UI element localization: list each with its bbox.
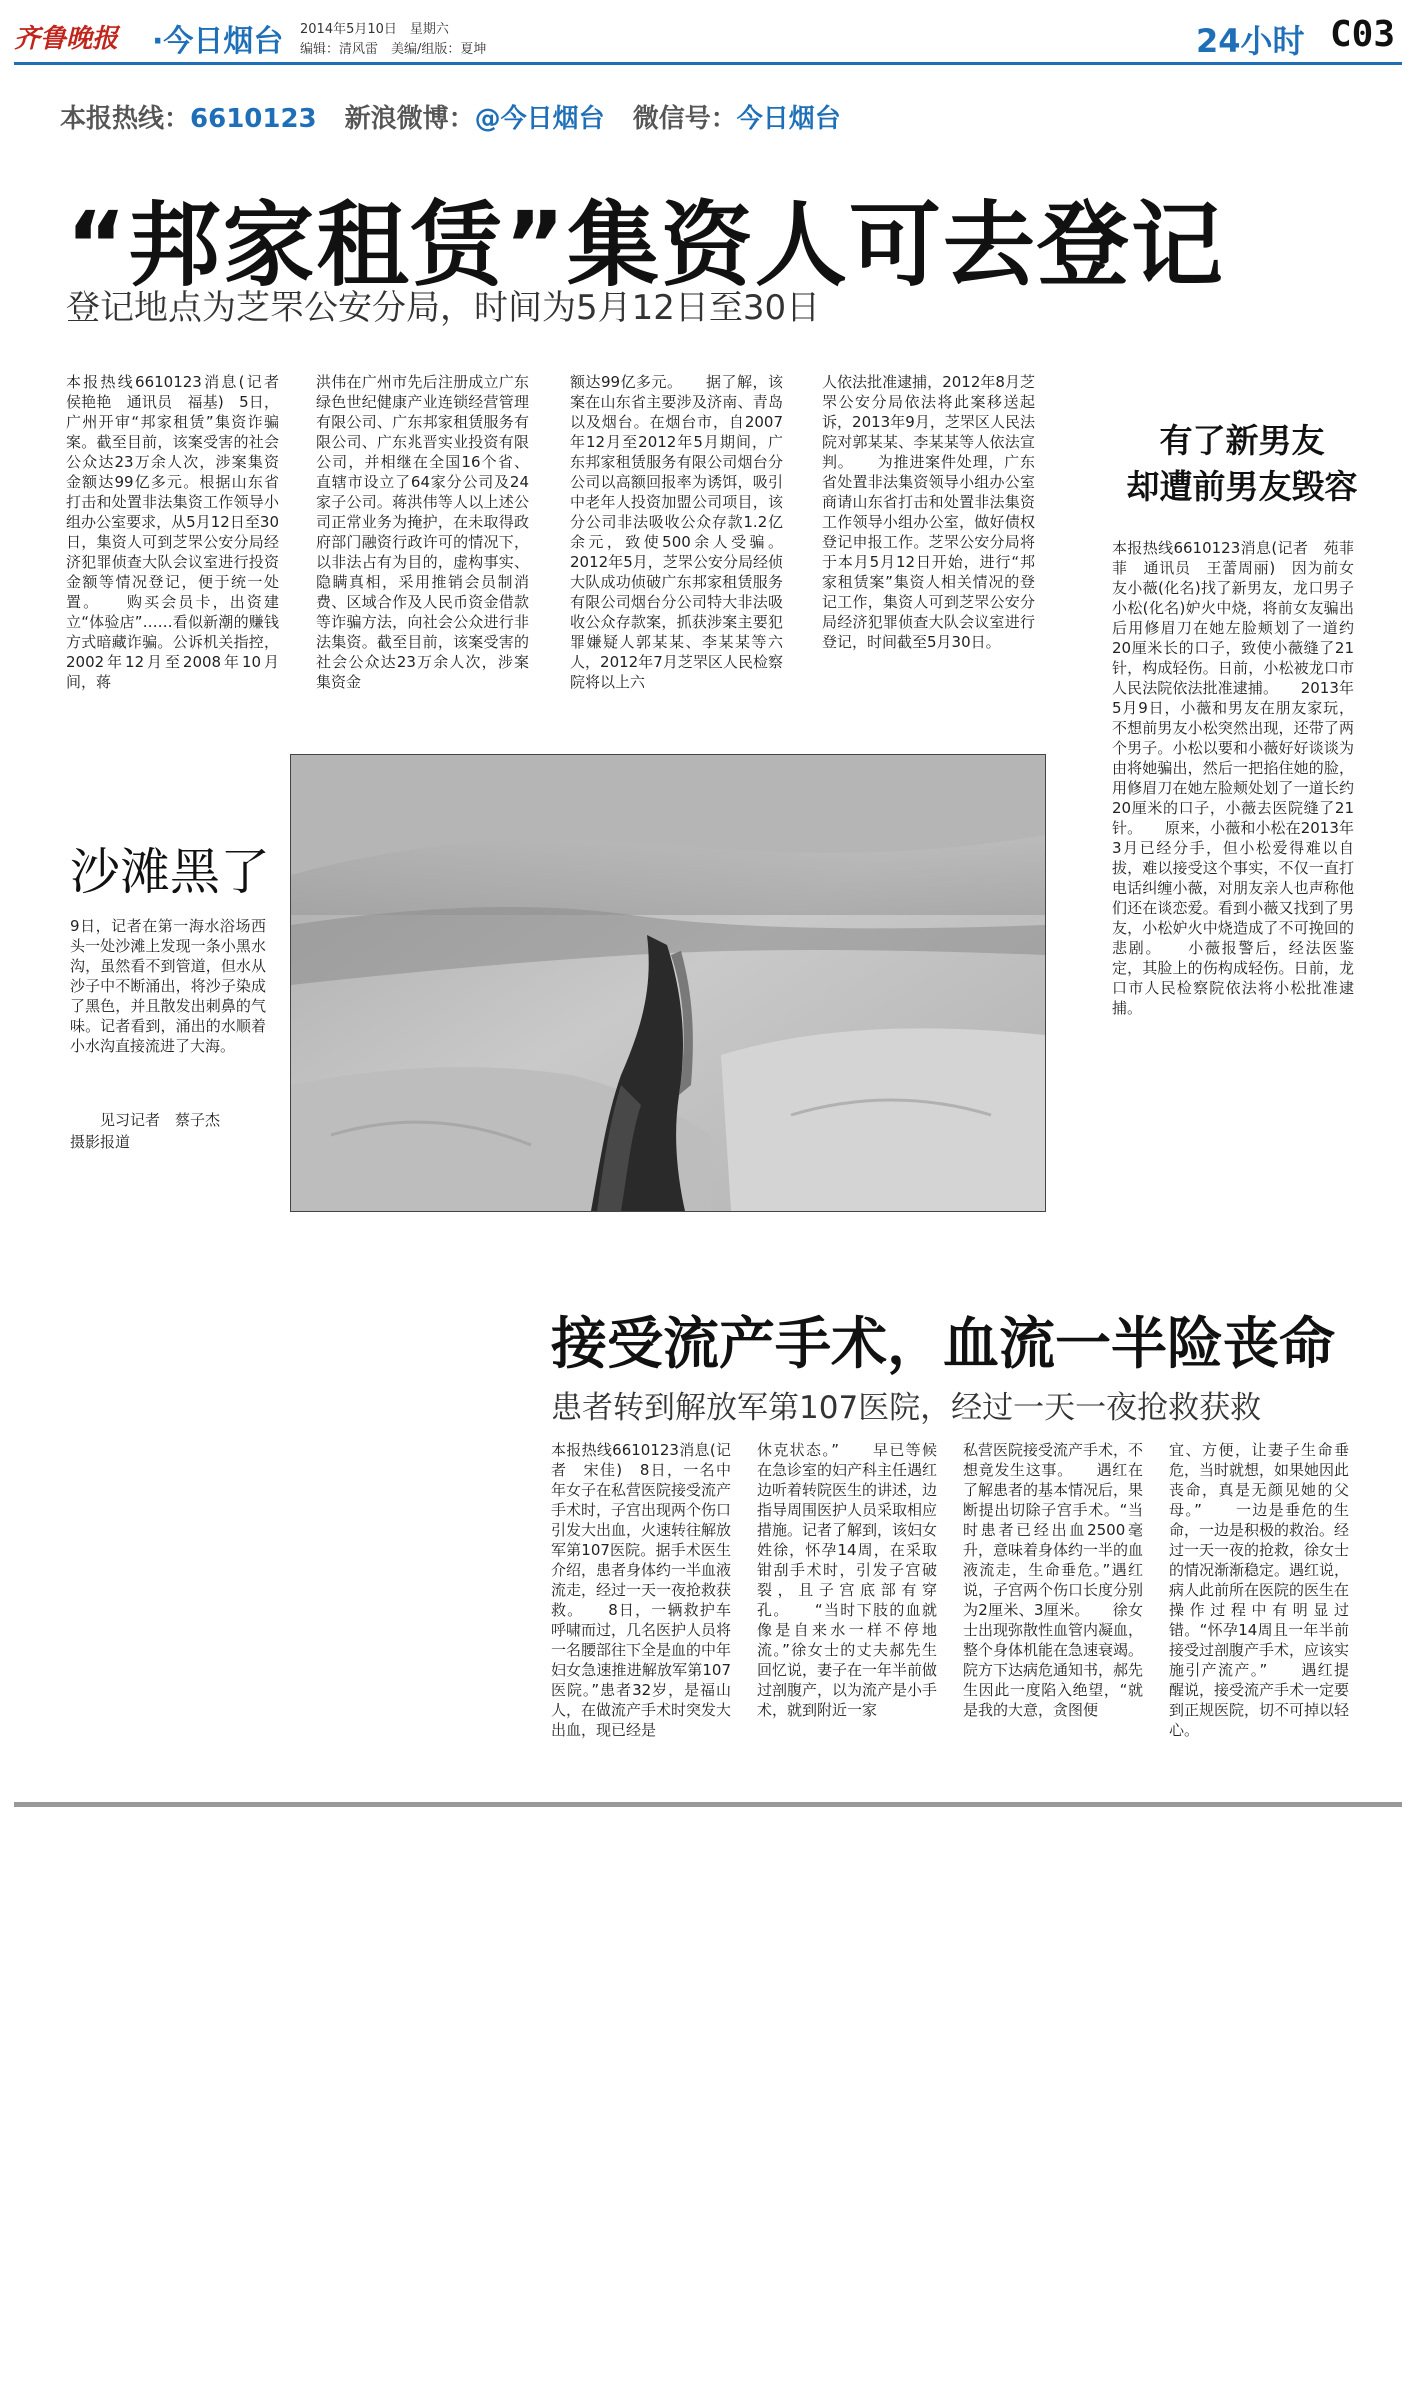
section-24h: 24小时: [1196, 22, 1305, 60]
story2-column-2: 休克状态。” 早已等候在急诊室的妇产科主任遇红边听着转院医生的讲述，边指导周围医护人员采取相应措施。记者了解到，该妇女姓徐，怀孕14周，在采取钳刮手术时，引发子宫破裂，且子宫底部有穿孔。 “当时下肢的血就像是自来水一样不停地流。”徐女士的丈夫郝先生回忆说，妻子在一年半前做过剖腹产，以为流产是小手术，就到附近一家: [757, 1441, 938, 1719]
editor-credits: 编辑：清风雷 美编/组版：夏坤: [300, 42, 487, 57]
story1-column-3: 额达99亿多元。 据了解，该案在山东省主要涉及济南、青岛以及烟台。在烟台市，自2007年12月至2012年5月期间，广东邦家租赁服务有限公司烟台分公司以高额回报率为诱饵，吸引中老年人投资加盟公司项目，该分公司非法吸收公众存款1.2亿余元，致使500余人受骗。2012年5月，芝罘公安分局经侦大队成功侦破广东邦家租赁服务有限公司烟台分公司特大非法吸收公众存款案，抓获涉案主要犯罪嫌疑人郭某某、李某某等六人，2012年7月芝罘区人民检察院将以上六: [570, 373, 783, 691]
story1-column-1: 本报热线6610123消息(记者 侯艳艳 通讯员 福基) 5日，广州开审“邦家租赁”集资诈骗案。截至目前，该案受害的社会公众达23万余人次，涉案集资金额达99亿多元。根据山东省打击和处置非法集资工作领导小组办公室要求，从5月12日至30日，集资人可到芝罘公安分局经济犯罪侦查大队会议室进行投资金额等情况登记，便于统一处置。 购买会员卡，出资建立“体验店”……看似新潮的赚钱方式暗藏诈骗。公诉机关指控，2002年12月至2008年10月间，蒋: [66, 373, 295, 691]
wechat-value: 今日烟台: [736, 104, 841, 134]
page-number: C03: [1330, 14, 1396, 55]
beach-photo: [290, 754, 1046, 1212]
story2-headline: 接受流产手术，血流一半险丧命: [551, 1312, 1335, 1377]
story1-headline: “邦家租赁”集资人可去登记: [66, 192, 1225, 299]
story2-column-4: 宜、方便，让妻子生命垂危，当时就想，如果她因此丧命，真是无颜见她的父母。” 一边是垂危的生命，一边是积极的救治。经过一天一夜的抢救，徐女士的情况渐渐稳定。遇红说，病人此前所在医院的医生在操作过程中有明显过错。“怀孕14周且一年半前接受过剖腹产手术，应该实施引产流产。” 遇红提醒说，接受流产手术一定要到正规医院，切不可掉以轻心。: [1169, 1441, 1350, 1739]
hotline-value: 6610123: [190, 104, 317, 134]
side-story-text: 本报热线6610123消息(记者 苑菲菲 通讯员 王蕾周丽) 因为前女友小薇(化名)找了新男友，龙口男子小松(化名)妒火中烧，将前女友骗出后用修眉刀在她左脸颊划了一道约20厘米长的口子，致使小薇缝了21针，构成轻伤。日前，小松被龙口市人民法院依法批准逮捕。 2013年5月9日，小薇和男友在朋友家玩，不想前男友小松突然出现，还带了两个男子。小松以要和小薇好好谈谈为由将她骗出，然后一把掐住她的脸，用修眉刀在她左脸颊处划了一道长约20厘米的口子，小薇去医院缝了21针。 原来，小薇和小松在2013年3月已经分手，但小松爱得难以自拔，难以接受这个事实，不仅一直打电话纠缠小薇，对朋友亲人也声称他们还在谈恋爱。看到小薇又找到了男友，小松妒火中烧造成了不可挽回的悲剧。 小薇报警后，经法医鉴定，其脸上的伤构成轻伤。日前，龙口市人民检察院依法将小松批准逮捕。: [1112, 539, 1354, 1017]
issue-date: 2014年5月10日 星期六: [300, 22, 449, 37]
side-headline-line2: 却遭前男友毁容: [1126, 467, 1358, 506]
side-headline: [1112, 418, 1372, 510]
story1-subhead: 登记地点为芝罘公安分局，时间为5月12日至30日: [66, 288, 821, 328]
story2-column-3: 私营医院接受流产手术，不想竟发生这事。 遇红在了解患者的基本情况后，果断提出切除子宫手术。“当时患者已经出血2500毫升，意味着身体约一半的血液流走，生命垂危。”遇红说，子宫两个伤口长度分别为2厘米、3厘米。 徐女士出现弥散性血管内凝血，整个身体机能在急速衰竭。院方下达病危通知书，郝先生因此一度陷入绝望，“就是我的大意，贪图便: [963, 1441, 1144, 1719]
wechat-label: 微信号：: [632, 104, 737, 134]
hotline-label: 本报热线：: [60, 104, 191, 134]
section-name: ·今日烟台: [152, 24, 284, 59]
story2-column-1: 本报热线6610123消息(记者 宋佳) 8日，一名中年女子在私营医院接受流产手术时，子宫出现两个伤口引发大出血，火速转往解放军第107医院。据手术医生介绍，患者身体约一半血液流走，经过一天一夜抢救获救。 8日，一辆救护车呼啸而过，几名医护人员将一名腰部往下全是血的中年妇女急速推进解放军第107医院。”患者32岁，是福山人，在做流产手术时突发大出血，现已经是: [551, 1441, 732, 1739]
photo-caption-text: 9日，记者在第一海水浴场西头一处沙滩上发现一条小黑水沟，虽然看不到管道，但水从沙子中不断涌出，将沙子染成了黑色，并且散发出刺鼻的气味。记者看到，涌出的水顺着小水沟直接流进了大海。: [70, 917, 266, 1055]
side-headline-line1: 有了新男友: [1159, 421, 1325, 460]
weibo-label: 新浪微博：: [344, 104, 475, 134]
photo-credit-label: 摄影报道: [70, 1133, 131, 1151]
story1-column-4: 人依法批准逮捕，2012年8月芝罘公安分局依法将此案移送起诉，2013年9月，芝罘区人民法院对郭某某、李某某等人依法宣判。 为推进案件处理，广东省处置非法集资领导小组办公室商请山东省打击和处置非法集资工作领导小组办公室，做好债权登记申报工作。芝罘公安分局将于本月5月12日开始，进行“邦家租赁案”集资人相关情况的登记工作，集资人可到芝罘公安分局经济犯罪侦查大队会议室进行登记，时间截至5月30日。: [822, 373, 1035, 651]
story2-subhead: 患者转到解放军第107医院，经过一天一夜抢救获救: [551, 1390, 1262, 1426]
hotline-bar: [60, 98, 841, 135]
newspaper-brand: 齐鲁晚报: [14, 24, 119, 54]
story1-column-2: 洪伟在广州市先后注册成立广东绿色世纪健康产业连锁经营管理有限公司、广东邦家租赁服务有限公司、广东兆晋实业投资有限公司，并相继在全国16个省、直辖市设立了64家分公司及24家子公司。蒋洪伟等人以上述公司正常业务为掩护，在未取得政府部门融资行政许可的情况下，以非法占有为目的，虚构事实、隐瞒真相，采用推销会员制消费、区域合作及人民币资金借款等诈骗方法，向社会公众进行非法集资。截至目前，该案受害的社会公众达23万余人次，涉案集资金: [316, 373, 529, 691]
photo-credit-reporter: 见习记者 蔡子杰: [100, 1111, 221, 1129]
photo-caption-title: 沙滩黑了: [70, 843, 270, 901]
page-bottom-rule: [14, 1802, 1402, 1807]
weibo-value: @今日烟台: [474, 104, 605, 134]
header-rule: [14, 62, 1402, 65]
